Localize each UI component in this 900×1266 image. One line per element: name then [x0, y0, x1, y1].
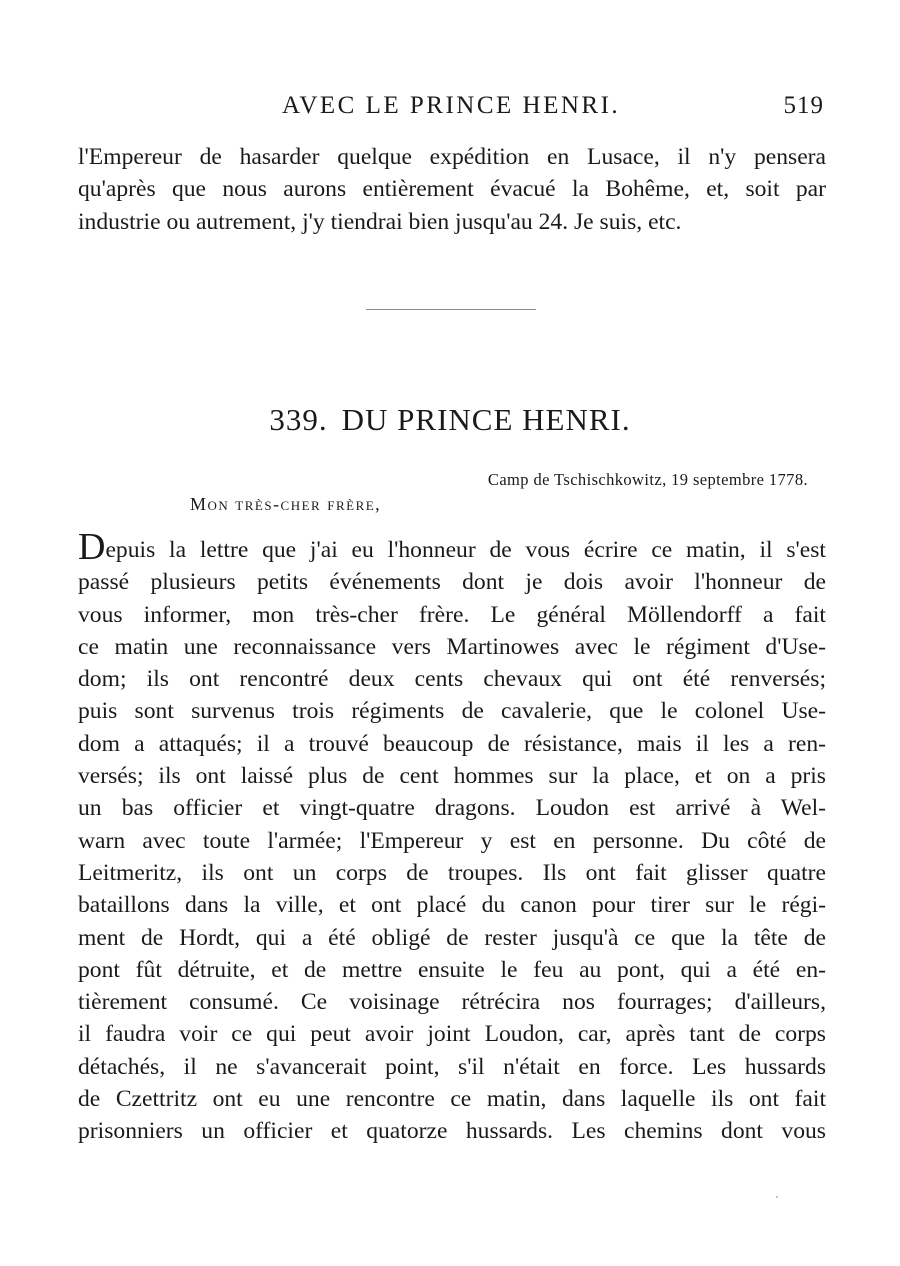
text-line: Leitmeritz, ils ont un corps de troupes. Ils ont fait glisser quatre — [78, 859, 826, 886]
letter-title: DU PRINCE HENRI. — [341, 402, 631, 437]
text-line: industrie ou autrement, j'y tiendrai bien jusqu'au 24. Je suis, etc. — [78, 208, 682, 235]
continuation-text — [78, 141, 826, 238]
text-line: passé plusieurs petits événements dont je dois avoir l'honneur de — [78, 569, 826, 596]
text-line: il faudra voir ce qui peut avoir joint Loudon, car, après tant de corps — [78, 1021, 826, 1048]
running-title: AVEC LE PRINCE HENRI. — [282, 92, 621, 119]
text-line: tièrement consumé. Ce voisinage rétrécira nos fourrages; d'ailleurs, — [78, 989, 826, 1016]
text-line: dom a attaqués; il a trouvé beaucoup de résistance, mais il les a ren- — [78, 730, 826, 757]
text-line: pont fût détruite, et de mettre ensuite le feu au pont, qui a été en- — [78, 956, 826, 983]
letter-number: 339. — [269, 402, 328, 437]
text-line: détachés, il ne s'avancerait point, s'il n'était en force. Les hussards — [78, 1053, 826, 1080]
letter-salutation: Mon très-cher frère, — [190, 494, 382, 514]
text-line: versés; ils ont laissé plus de cent hommes sur la place, et on a pris — [78, 763, 826, 790]
text-line — [78, 534, 826, 566]
text-line: un bas officier et vingt-quatre dragons. Loudon est arrivé à Wel- — [78, 795, 826, 822]
first-line-text: epuis la lettre que j'ai eu l'honneur de vous écrire ce matin, il s'est — [105, 537, 826, 563]
text-line: ce matin une reconnaissance vers Martinowes avec le régiment d'Use- — [78, 633, 826, 660]
text-line: de Czettritz ont eu une rencontre ce matin, dans laquelle ils ont fait — [78, 1086, 826, 1113]
text-line: bataillons dans la ville, et ont placé du canon pour tirer sur le régi- — [78, 892, 826, 919]
running-head — [0, 92, 900, 124]
text-line: qu'après que nous aurons entièrement évacué la Bohême, et, soit par — [78, 176, 826, 203]
section-divider — [366, 309, 536, 310]
letter-dateline: Camp de Tschischkowitz, 19 septembre 1778. — [487, 470, 808, 489]
paper-speck — [776, 1196, 778, 1198]
letter-heading — [0, 402, 900, 438]
text-line: prisonniers un officier et quatorze hussards. Les chemins dont vous — [78, 1118, 826, 1145]
text-line: vous informer, mon très-cher frère. Le général Möllendorff a fait — [78, 601, 826, 628]
letter-body — [78, 534, 826, 1148]
text-line: dom; ils ont rencontré deux cents chevaux qui ont été renversés; — [78, 666, 826, 693]
drop-cap: D — [78, 534, 106, 567]
text-line: puis sont survenus trois régiments de cavalerie, que le colonel Use- — [78, 698, 826, 725]
text-line: ment de Hordt, qui a été obligé de rester jusqu'à ce que la tête de — [78, 924, 826, 951]
text-line: l'Empereur de hasarder quelque expédition en Lusace, il n'y pensera — [78, 144, 826, 170]
text-line: warn avec toute l'armée; l'Empereur y est en personne. Du côté de — [78, 827, 826, 854]
page-number: 519 — [783, 92, 824, 119]
